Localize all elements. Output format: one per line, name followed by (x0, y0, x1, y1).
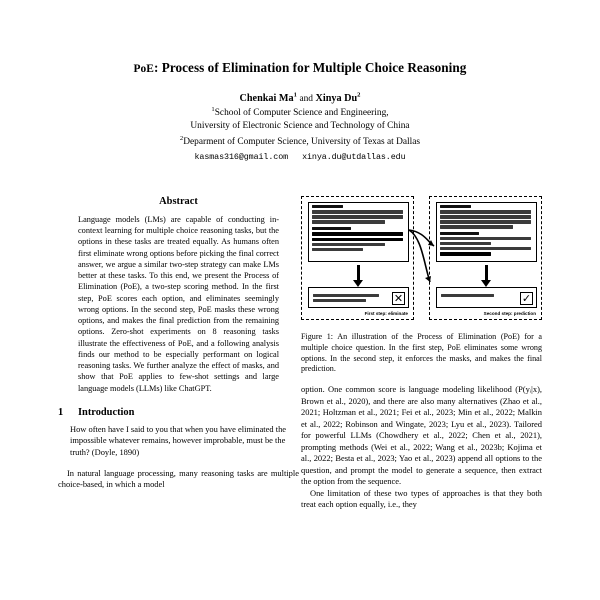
abstract-heading: Abstract (159, 196, 198, 207)
figure-step-label-first: First step: eliminate (364, 311, 408, 316)
affiliation-2 (60, 136, 540, 149)
cross-mark-icon: ✕ (393, 291, 404, 305)
author-name-2: Xinya Du (315, 92, 358, 104)
check-mark-icon: ✓ (521, 291, 532, 305)
introduction-heading (58, 407, 299, 418)
figure-option-line (440, 242, 492, 245)
figure-result-lines (313, 294, 381, 304)
figure-1 (301, 196, 542, 375)
page-title (60, 60, 540, 77)
right-column-paragraph-continued: option. One common score is language modeling likelihood (P(yᵢ|x), Brown et al., 2020), and there are also many alternatives (Zhao et al., 2021; Holtzman et al., 2021; Fei et al., 2023; Min et al., 2022; Malkin et al., 2022; Robinson and Wingate, 2023; Lyu et al., 2023). Tailored for powerful LLMs (Chowdhery et al., 2022; Chen et al., 2021), prompting methods (Wei et al., 2022; Wang et al., 2023b; Kojima et al., 2022; Besta et al., 2023; Yao et al., 2023) append all options to the question, and prompt the model to generate a sequence, then extract the option from the sequence. (301, 384, 542, 487)
figure-text-line (440, 220, 531, 223)
affiliation-marker-1: 1 (211, 105, 215, 113)
affiliation-1 (60, 107, 540, 134)
figure-option-line (440, 252, 492, 256)
figure-question-header-line (312, 205, 344, 208)
author-affil-marker-1: 1 (293, 91, 297, 99)
introduction-heading-label: Introduction (78, 406, 135, 418)
figure-text-line (313, 294, 379, 297)
figure-option-line (440, 237, 531, 240)
affiliation-marker-2: 2 (179, 134, 184, 142)
figure-1-caption: Figure 1: An illustration of the Process of Elimination (PoE) for a multiple choice question. In the first step, PoE eliminates some wrong options. In the second step, it enforces the masks, and makes the final prediction. (301, 332, 542, 374)
affiliation-1-line-2: University of Electronic Science and Technology of China (190, 121, 410, 132)
figure-result-box-second-step (436, 287, 537, 308)
introduction-section-number: 1 (58, 406, 64, 418)
abstract-body (58, 214, 299, 394)
affiliation-1-line-1: School of Computer Science and Engineering, (214, 107, 389, 118)
figure-prompt-box (436, 202, 537, 262)
author-list (60, 92, 540, 105)
author-conjunction: and (299, 93, 313, 104)
figure-remain-header-line (440, 232, 479, 235)
figure-result-lines (441, 294, 509, 299)
figure-option-line (312, 243, 385, 246)
figure-arrow-down (485, 265, 488, 280)
figure-text-line (440, 225, 513, 228)
figure-1-graphic (301, 196, 542, 326)
figure-panel-second-step (429, 196, 542, 320)
author-affil-marker-2: 2 (357, 91, 361, 99)
right-column-body (301, 384, 542, 511)
figure-text-line (440, 215, 531, 218)
figure-step-label-second: Second step: prediction (483, 311, 536, 316)
two-column-body (0, 196, 600, 600)
left-column (58, 196, 299, 600)
title-acronym: PoE (133, 63, 154, 75)
figure-text-line (312, 210, 403, 213)
figure-arrow-down (357, 265, 360, 280)
right-column (301, 196, 542, 600)
title-remainder: : Process of Elimination for Multiple Choice Reasoning (153, 60, 467, 75)
abstract-paragraph: Language models (LMs) are capable of conducting in-context learning for multiple choice reasoning tasks, but the options in these tasks are treated equally. As humans often first eliminate wrong options before picking the final correct answer, we argue a similar two-step strategy can make LMs better at these tasks. To this end, we present the Process of Elimination (PoE), a two-step scoring method. In the first step, PoE scores each option, and eliminates seemingly wrong options. In the second step, PoE masks these wrong options, and makes the final prediction from the remaining options. Zero-shot experiments on 8 reasoning tasks illustrate the effectiveness of PoE, and a following analysis finds our method to be especially performant on logical reasoning tasks. We further analyze the effect of masks, and show that PoE applies to few-shot settings and large language models (LLMs) like ChatGPT. (78, 215, 279, 393)
email-line (60, 152, 540, 162)
title-block (0, 0, 600, 162)
introduction-body (58, 468, 299, 491)
figure-option-line (312, 238, 403, 242)
figure-option-line (440, 247, 531, 250)
figure-masked-header-line (440, 205, 472, 208)
email-author-2[interactable]: xinya.du@utdallas.edu (302, 151, 406, 162)
epigraph-quote: How often have I said to you that when you have eliminated the impossible whatever remains, however improbable, must be the truth? (Doyle, 1890) (70, 423, 287, 458)
introduction-paragraph-1: In natural language processing, many reasoning tasks are multiple choice-based, in which a model (58, 467, 299, 490)
figure-question-box (308, 202, 409, 262)
affiliation-2-line-1: Deparment of Computer Science, University of Texas at Dallas (183, 136, 421, 147)
figure-option-line (312, 248, 364, 251)
figure-options-header-line (312, 227, 351, 230)
figure-text-line (312, 220, 385, 223)
right-column-paragraph-next: One limitation of these two types of approaches is that they both treat each option equally, i.e., they (301, 487, 542, 510)
figure-result-box-first-step (308, 287, 409, 308)
figure-text-line (440, 210, 531, 213)
figure-option-line (312, 232, 403, 236)
email-author-1[interactable]: kasmas316@gmail.com (194, 151, 289, 162)
figure-panel-first-step (301, 196, 414, 320)
figure-text-line (441, 294, 494, 297)
figure-text-line (313, 299, 366, 302)
figure-text-line (312, 215, 403, 218)
author-name-1: Chenkai Ma (239, 92, 294, 104)
